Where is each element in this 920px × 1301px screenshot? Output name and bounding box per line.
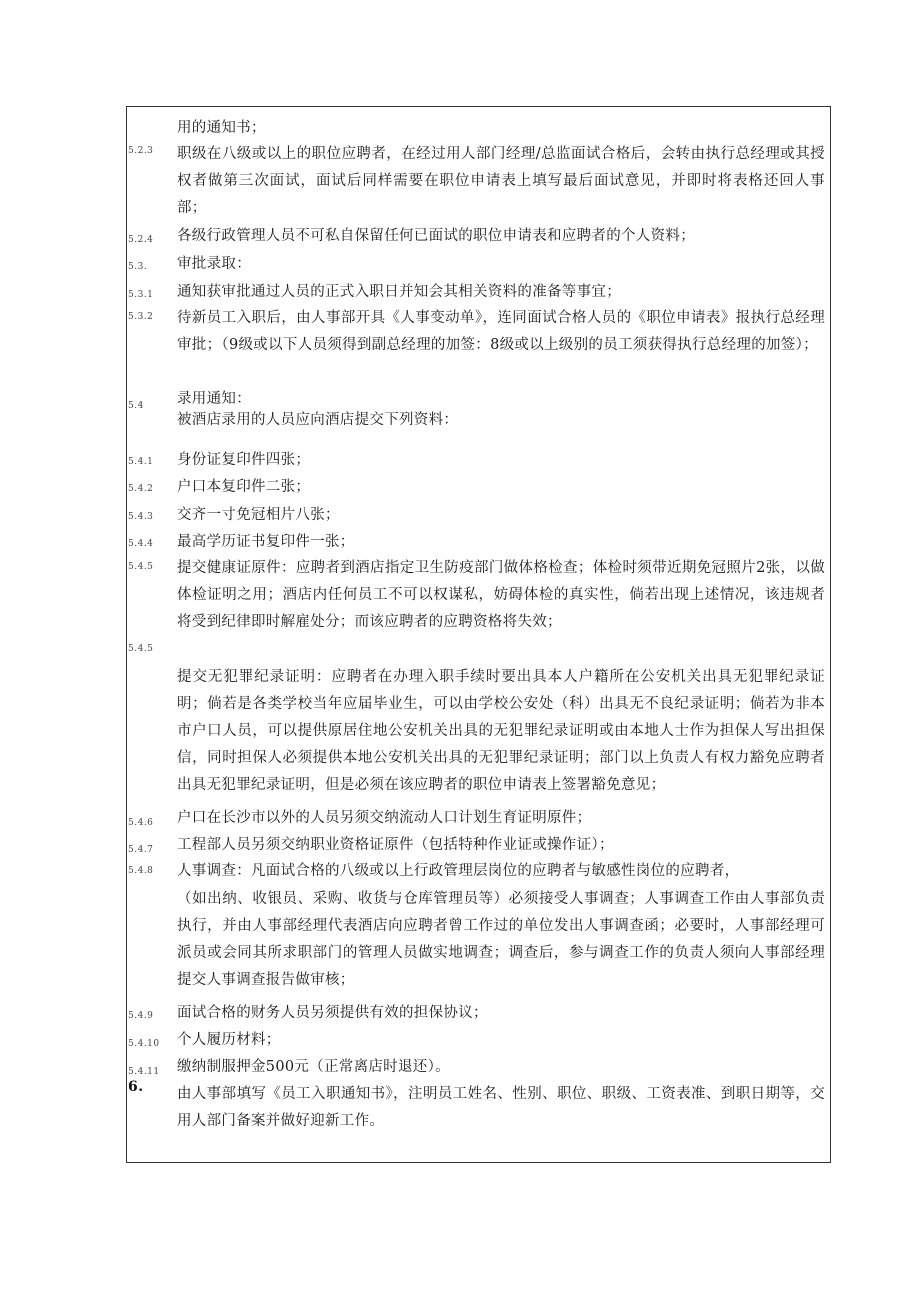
paragraph: 个人履历材料； [177,1032,281,1048]
clause-number: 5.4.4 [128,539,154,549]
paragraph: 录用通知： [177,391,251,407]
clause-number: 5.3.1 [128,290,154,300]
clause-number: 5.4.5 [128,562,154,572]
paragraph: 各级行政管理人员不可私自保留任何已面试的职位申请表和应聘者的个人资料； [177,228,695,244]
paragraph: 职级在八级或以上的职位应聘者，在经过用人部门经理/总监面试合格后，会转由执行总经理或其授权者做第三次面试，面试后同样需要在职位申请表上填写最后面试意见，并即时将表格还回人事部； [177,146,825,216]
clause-number: 5.4.7 [128,845,154,855]
paragraph: 审批录取： [177,256,251,272]
paragraph: （如出纳、收银员、采购、收货与仓库管理员等）必须接受人事调查；人事调查工作由人事部负责执行，并由人事部经理代表酒店向应聘者曾工作过的单位发出人事调查函；必要时，人事部经理可派员或会同其所求职部门的管理人员做实地调查；调查后，参与调查工作的负责人须向人事部经理提交人事调查报告做审核； [177,891,825,988]
paragraph: 工程部人员另须交纳职业资格证原件（包括特种作业证或操作证）； [177,837,614,853]
clause-number: 5.4.10 [128,1039,160,1049]
paragraph: 通知获审批通过人员的正式入职日并知会其相关资料的准备等事宜； [177,284,621,300]
paragraph: 用的通知书； [177,120,266,136]
clause-number: 5.4.5 [128,644,154,654]
paragraph: 户口在长沙市以外的人员另须交纳流动人口计划生育证明原件； [177,810,592,826]
paragraph: 面试合格的财务人员另须提供有效的担保协议； [177,1005,488,1021]
clause-number: 5.3.2 [128,312,154,322]
clause-number: 5.4.9 [128,1011,154,1021]
clause-number: 5.4.2 [128,484,154,494]
clause-number: 5.2.3 [128,146,154,156]
paragraph: 待新员工入职后，由人事部开具《人事变动单》，连同面试合格人员的《职位申请表》报执行总经理审批；（9级或以下人员须得到副总经理的加签：8级或以上级别的员工须获得执行总经理的加签）； [177,310,825,353]
paragraph: 身份证复印件四张； [177,452,311,468]
clause-number: 5.4.6 [128,818,154,828]
paragraph: 提交健康证原件：应聘者到酒店指定卫生防疫部门做体格检查；体检时须带近期免冠照片2张，以做体检证明之用；酒店内任何员工不可以权谋私，妨碍体检的真实性，倘若出现上述情况，该违规者将受到纪律即时解雇处分；而该应聘者的应聘资格将失效； [177,560,825,630]
paragraph: 户口本复印件二张； [177,479,311,495]
paragraph: 人事调查：凡面试合格的八级或以上行政管理层岗位的应聘者与敏感性岗位的应聘者， [177,863,740,879]
clause-number: 5.2.4 [128,235,154,245]
paragraph: 由人事部填写《员工入职通知书》，注明员工姓名、性别、职位、职级、工资表准、到职日期等，交用人部门备案并做好迎新工作。 [177,1086,825,1129]
clause-number: 5.4.3 [128,512,154,522]
paragraph: 缴纳制服押金500元（正常离店时退还）。 [177,1059,450,1075]
paragraph: 被酒店录用的人员应向酒店提交下列资料： [177,412,459,428]
clause-number: 5.4.1 [128,457,154,467]
section-number: 6. [128,1079,144,1095]
paragraph: 交齐一寸免冠相片八张； [177,507,340,523]
clause-number: 5.3. [128,262,148,272]
clause-number: 5.4 [128,401,144,411]
paragraph: 提交无犯罪纪录证明：应聘者在办理入职手续时要出具本人户籍所在公安机关出具无犯罪纪录证明；倘若是各类学校当年应届毕业生，可以由学校公安处（科）出具无不良纪录证明；倘若为非本市户口人员，可以提供原居住地公安机关出具的无犯罪纪录证明或由本地人士作为担保人写出担保信，同时担保人必须提供本地公安机关出具的无犯罪纪录证明；部门以上负责人有权力豁免应聘者出具无犯罪纪录证明，但是必须在该应聘者的职位申请表上签署豁免意见； [177,669,825,793]
clause-number: 5.4.8 [128,866,154,876]
clause-number: 5.4.11 [128,1067,160,1077]
paragraph: 最高学历证书复印件一张； [177,534,355,550]
